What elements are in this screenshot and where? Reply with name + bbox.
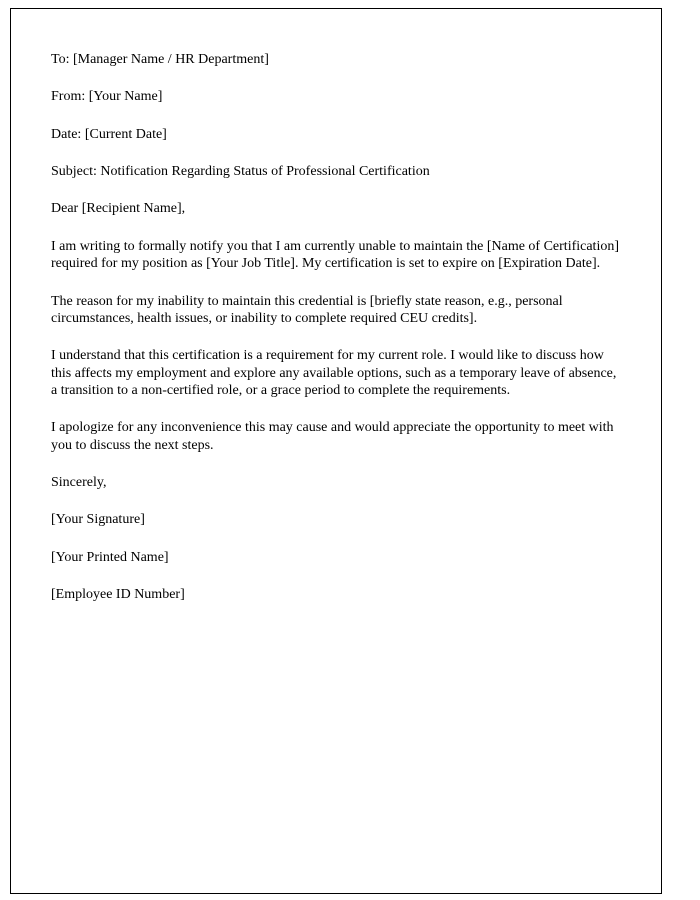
letter-signoff: Sincerely, [51, 475, 107, 491]
letter-paragraph-2: The reason for my inability to maintain this credential is [briefly state reason, e.g., personal circumstances, health issues, or inability to complete required CEU credits]. [51, 293, 563, 326]
letter-document [10, 8, 662, 894]
letter-printed-name-placeholder: [Your Printed Name] [51, 549, 169, 565]
letter-paragraph-3: I understand that this certification is a requirement for my current role. I would like to discuss how this affects my employment and explore any available options, such as a temporary leave of absence, a transition to a non-certified role, or a grace period to complete the requirements. [51, 348, 617, 398]
letter-from-line: From: [Your Name] [51, 89, 163, 105]
letter-signature-placeholder: [Your Signature] [51, 512, 145, 528]
letter-paragraph-4: I apologize for any inconvenience this may cause and would appreciate the opportunity to meet with you to discuss the next steps. [51, 420, 614, 453]
letter-employee-id-placeholder: [Employee ID Number] [51, 587, 185, 603]
letter-to-line: To: [Manager Name / HR Department] [51, 52, 269, 67]
letter-subject-line: Subject: Notification Regarding Status of Professional Certification [51, 164, 430, 180]
letter-paragraph-1: I am writing to formally notify you that I am currently unable to maintain the [Name of Certification] required for my position as [Your Job Title]. My certification is set to expire on [Expiration Date]. [51, 238, 619, 272]
letter-body [11, 9, 661, 603]
letter-salutation: Dear [Recipient Name], [51, 201, 186, 217]
letter-date-line: Date: [Current Date] [51, 126, 167, 142]
